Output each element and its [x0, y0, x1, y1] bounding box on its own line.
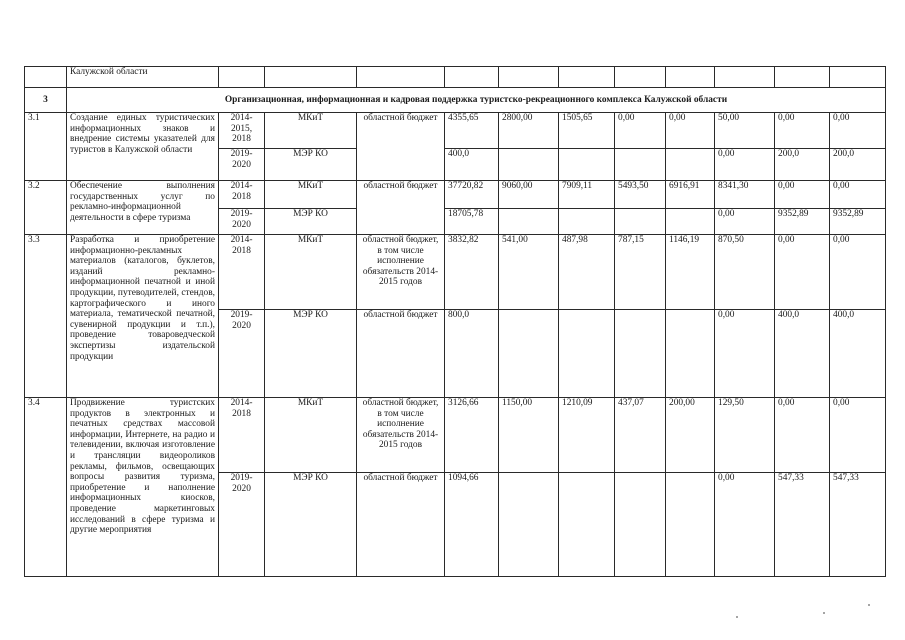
- value-2018: 0,00: [715, 310, 775, 398]
- value-total: 18705,78: [445, 209, 499, 235]
- funding-source-cell: областной бюджет: [357, 473, 445, 577]
- value-total: 37720,82: [445, 181, 499, 209]
- activity-name: Продвижение туристских продуктов в электронных и печатных средствах массовой информации, Интернете, на радио и телевидении, включая изготовление и трансляции видеороликов рекламы, фильмов, освещающих вопросы развития туризма, приобретение и наполнение информационных киосков, проведение маркетинговых исследований в сфере туризма и другие мероприятия: [67, 398, 219, 577]
- value-2014: [499, 310, 559, 398]
- value-2014: 541,00: [499, 235, 559, 310]
- value-2019: 0,00: [775, 181, 830, 209]
- value-2019: 9352,89: [775, 209, 830, 235]
- table-row: [25, 181, 886, 209]
- executor-cell: МКиТ: [265, 181, 357, 209]
- value-2015: [559, 209, 615, 235]
- value-2015: 7909,11: [559, 181, 615, 209]
- value-2014: 9060,00: [499, 181, 559, 209]
- value-2017: [666, 473, 715, 577]
- value-2016: 5493,50: [615, 181, 666, 209]
- activity-name: Разработка и приобретение информационно-рекламных материалов (каталогов, буклетов, изданий рекламно-информационной печатной и иной продукции, путеводителей, стендов, картографического и иного материала, тематической печатной, сувенирной продукции и т.п.), проведение товароведческой экспертизы издательской продукции: [67, 235, 219, 398]
- activity-name: Создание единых туристических информационных знаков и внедрение системы указателей для туристов в Калужской области: [67, 113, 219, 181]
- value-2018: 0,00: [715, 209, 775, 235]
- executor-cell: МЭР КО: [265, 209, 357, 235]
- value-2019: 200,0: [775, 149, 830, 181]
- value-2016: 787,15: [615, 235, 666, 310]
- row-number: 3.4: [25, 398, 67, 577]
- value-2014: 1150,00: [499, 398, 559, 473]
- value-2015: [559, 149, 615, 181]
- value-2019: 400,0: [775, 310, 830, 398]
- value-total: 3832,82: [445, 235, 499, 310]
- value-2019: 547,33: [775, 473, 830, 577]
- value-2017: [666, 209, 715, 235]
- period-cell: 2019-2020: [219, 310, 265, 398]
- value-2018: 0,00: [715, 473, 775, 577]
- value-2017: [666, 310, 715, 398]
- name-cell: Калужской области: [67, 67, 219, 88]
- value-2015: 1210,09: [559, 398, 615, 473]
- scan-speck: [736, 616, 738, 618]
- value-2020: 0,00: [830, 398, 886, 473]
- value-total: 4355,65: [445, 113, 499, 149]
- value-2020: 0,00: [830, 235, 886, 310]
- value-2017: [666, 149, 715, 181]
- period-cell: 2019-2020: [219, 209, 265, 235]
- value-2018: 50,00: [715, 113, 775, 149]
- value-2014: [499, 209, 559, 235]
- value-2016: 437,07: [615, 398, 666, 473]
- value-total: 3126,66: [445, 398, 499, 473]
- value-2015: [559, 310, 615, 398]
- row-number: 3.1: [25, 113, 67, 181]
- executor-cell: МЭР КО: [265, 149, 357, 181]
- activity-name: Обеспечение выполнения государственных услуг по рекламно-информационной деятельности в сфере туризма: [67, 181, 219, 235]
- period-cell: 2019-2020: [219, 149, 265, 181]
- value-2017: 6916,91: [666, 181, 715, 209]
- value-2019: 0,00: [775, 113, 830, 149]
- value-total: 800,0: [445, 310, 499, 398]
- value-2014: 2800,00: [499, 113, 559, 149]
- value-2014: [499, 473, 559, 577]
- continuation-row: [25, 67, 886, 88]
- section-header-row: [25, 88, 886, 113]
- funding-source-cell: областной бюджет, в том числе исполнение обязательств 2014-2015 годов: [357, 398, 445, 473]
- executor-cell: МКиТ: [265, 235, 357, 310]
- period-cell: 2014-2015, 2018: [219, 113, 265, 149]
- period-cell: 2014-2018: [219, 398, 265, 473]
- value-2019: 0,00: [775, 398, 830, 473]
- value-2020: 9352,89: [830, 209, 886, 235]
- value-2017: 200,00: [666, 398, 715, 473]
- period-cell: 2014-2018: [219, 235, 265, 310]
- executor-cell: МКиТ: [265, 398, 357, 473]
- value-2018: 8341,30: [715, 181, 775, 209]
- value-2018: 0,00: [715, 149, 775, 181]
- value-total: 1094,66: [445, 473, 499, 577]
- value-2015: 487,98: [559, 235, 615, 310]
- table-row: [25, 235, 886, 310]
- executor-cell: МКиТ: [265, 113, 357, 149]
- value-2015: [559, 473, 615, 577]
- num-cell: [25, 67, 67, 88]
- section-number: 3: [25, 88, 67, 113]
- table-row: [25, 113, 886, 149]
- value-2018: 129,50: [715, 398, 775, 473]
- funding-source-cell: областной бюджет: [357, 310, 445, 398]
- value-2017: 0,00: [666, 113, 715, 149]
- program-table: [24, 66, 886, 577]
- value-total: 400,0: [445, 149, 499, 181]
- value-2019: 0,00: [775, 235, 830, 310]
- value-2016: [615, 310, 666, 398]
- value-2020: 547,33: [830, 473, 886, 577]
- executor-cell: МЭР КО: [265, 310, 357, 398]
- value-2020: 400,0: [830, 310, 886, 398]
- period-cell: 2019-2020: [219, 473, 265, 577]
- funding-source-cell: областной бюджет, в том числе исполнение обязательств 2014-2015 годов: [357, 235, 445, 310]
- period-cell: 2014-2018: [219, 181, 265, 209]
- value-2016: [615, 473, 666, 577]
- value-2016: 0,00: [615, 113, 666, 149]
- value-2016: [615, 149, 666, 181]
- table-row: [25, 398, 886, 473]
- value-2014: [499, 149, 559, 181]
- funding-source-cell: областной бюджет: [357, 113, 445, 181]
- row-number: 3.2: [25, 181, 67, 235]
- row-number: 3.3: [25, 235, 67, 398]
- value-2020: 200,0: [830, 149, 886, 181]
- scan-speck: [823, 612, 825, 614]
- executor-cell: МЭР КО: [265, 473, 357, 577]
- value-2015: 1505,65: [559, 113, 615, 149]
- value-2017: 1146,19: [666, 235, 715, 310]
- value-2020: 0,00: [830, 113, 886, 149]
- scan-speck: [868, 604, 870, 606]
- section-title: Организационная, информационная и кадровая поддержка туристско-рекреационного комплекса Калужской области: [67, 88, 886, 113]
- funding-source-cell: областной бюджет: [357, 181, 445, 235]
- value-2018: 870,50: [715, 235, 775, 310]
- value-2020: 0,00: [830, 181, 886, 209]
- value-2016: [615, 209, 666, 235]
